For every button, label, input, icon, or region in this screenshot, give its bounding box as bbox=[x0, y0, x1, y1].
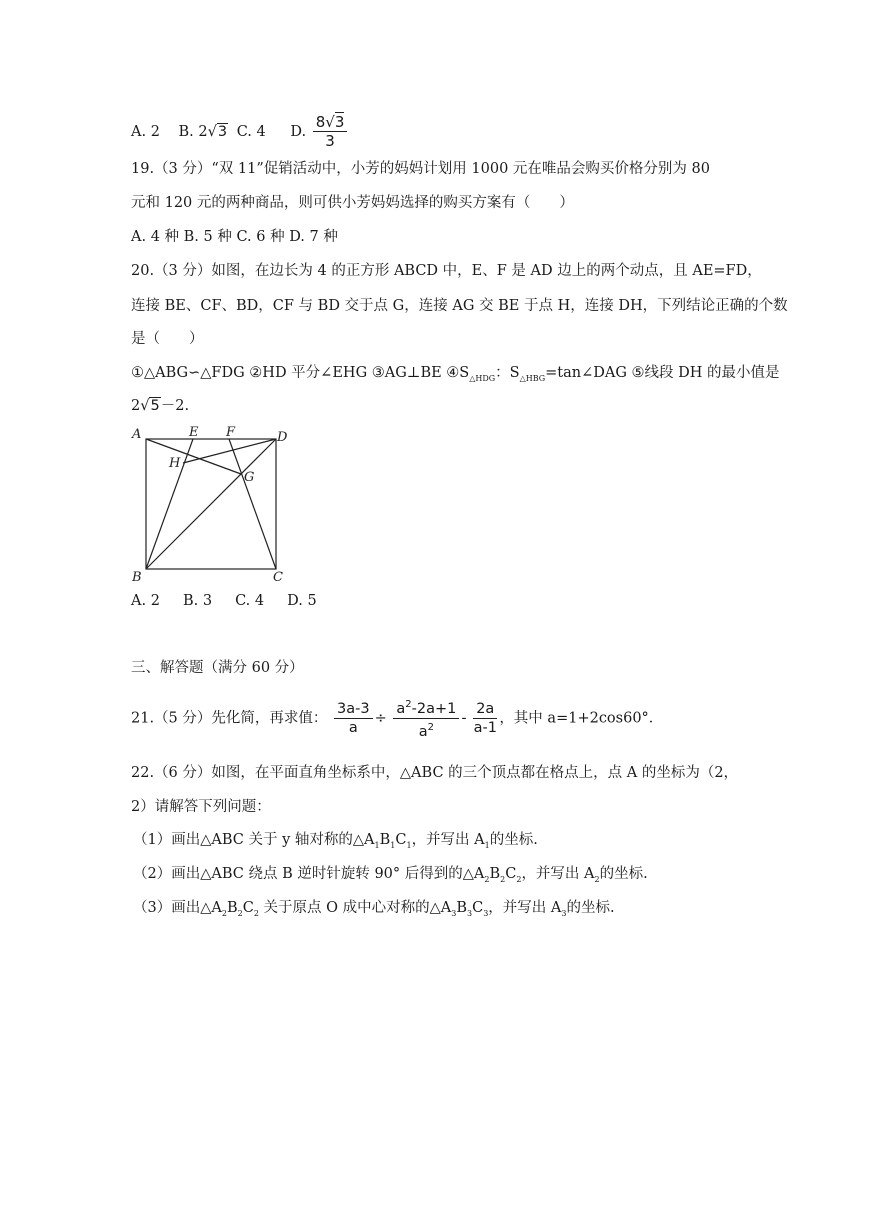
q18-option-c: C. 4 bbox=[236, 123, 266, 140]
q22-part-1: （1）画出△ABC 关于 y 轴对称的$\triangle A_1B_1C_1$，并写出 $A_1$的坐标. bbox=[133, 832, 538, 850]
section-3-title: 三、解答题（满分 60 分） bbox=[131, 660, 304, 676]
q22-line-2: 2）请解答下列问题： bbox=[131, 799, 271, 815]
q22-part-2: （2）画出△ABC 绕点 B 逆时针旋转 90° 后得到的$\triangle A_2B_2C_2$，并写出 $A_2$的坐标. bbox=[133, 866, 648, 884]
label-h: H bbox=[169, 456, 181, 471]
q19-line-2: 元和 120 元的两种商品，则可供小芳妈妈选择的购买方案有（ ） bbox=[131, 195, 574, 211]
q21-fraction-2: $\frac{a^2-2a+1}{a^2}$ bbox=[393, 696, 459, 741]
q20-line-4: ①△ABG∽△FDG ②HD 平分∠EHG ③AG⊥BE $④S_{\triangle HDG}$：$S_{\triangle HBG}=\tan\angle DAG$ ⑤线段 DH 的最小值是 bbox=[131, 365, 780, 383]
q18-option-b: B. 2√3 bbox=[179, 124, 229, 140]
q20-line-2: 连接 BE、CF、BD，CF 与 BD 交于点 G，连接 AG 交 BE 于点 H，连接 DH，下列结论正确的个数 bbox=[131, 298, 788, 314]
q18-option-a: A. 2 bbox=[131, 123, 160, 140]
label-b: B bbox=[132, 570, 142, 585]
label-d: D bbox=[277, 430, 288, 445]
q20-options: A. 2 B. 3 C. 4 D. 5 bbox=[131, 593, 317, 609]
q20-square-figure bbox=[131, 420, 301, 590]
segment-cf bbox=[229, 439, 276, 569]
segment-dh bbox=[183, 439, 276, 463]
q18-options bbox=[131, 113, 349, 150]
q19-line-1: 19.（3 分）“双 11”促销活动中，小芳的妈妈计划用 1000 元在唯品会购买价格分别为 80 bbox=[131, 161, 710, 177]
q18-option-d-fraction: $\frac{8√3}{3}$ bbox=[313, 113, 348, 150]
q20-line-3: 是（ ） bbox=[131, 331, 204, 347]
label-e: E bbox=[189, 425, 199, 440]
q22-part-3: （3）画出$\triangle A_2B_2C_2$ 关于原点 O 成中心对称的$\triangle A_3B_3C_3$，并写出 $A_3$的坐标. bbox=[133, 900, 615, 918]
label-g: G bbox=[244, 470, 255, 485]
label-c: C bbox=[273, 570, 283, 585]
label-f: F bbox=[226, 425, 236, 440]
q21-fraction-1: $\frac{3a-3}{a}$ bbox=[334, 700, 373, 737]
q21-fraction-3: $\frac{2a}{a-1}$ bbox=[473, 700, 497, 736]
segment-ag bbox=[146, 439, 241, 474]
sqrt-symbol: √3 bbox=[207, 123, 228, 140]
q21-line: 21.（5 分）先化简，再求值： $\frac{3a-3}{a}$ ÷ $\frac{a^2-2a+1}{a^2}$ - $\frac{2a}{a-1}$ ，其中 a=1+2cos60°． bbox=[131, 696, 663, 741]
segment-bd bbox=[146, 439, 276, 569]
q19-options: A. 4 种 B. 5 种 C. 6 种 D. 7 种 bbox=[131, 229, 338, 245]
sqrt-symbol: √5 bbox=[140, 398, 160, 414]
q20-line-1: 20.（3 分）如图，在边长为 4 的正方形 ABCD 中，E、F 是 AD 边上的两个动点，且 AE=FD， bbox=[131, 263, 762, 279]
q20-line-5: 2√5－2. bbox=[131, 398, 190, 414]
label-a: A bbox=[132, 427, 142, 442]
q22-line-1: 22.（6 分）如图，在平面直角坐标系中，△ABC 的三个顶点都在格点上，点 A 的坐标为（2， bbox=[131, 765, 739, 781]
q18-option-d: D. $\frac{8√3}{3}$ bbox=[290, 124, 349, 140]
